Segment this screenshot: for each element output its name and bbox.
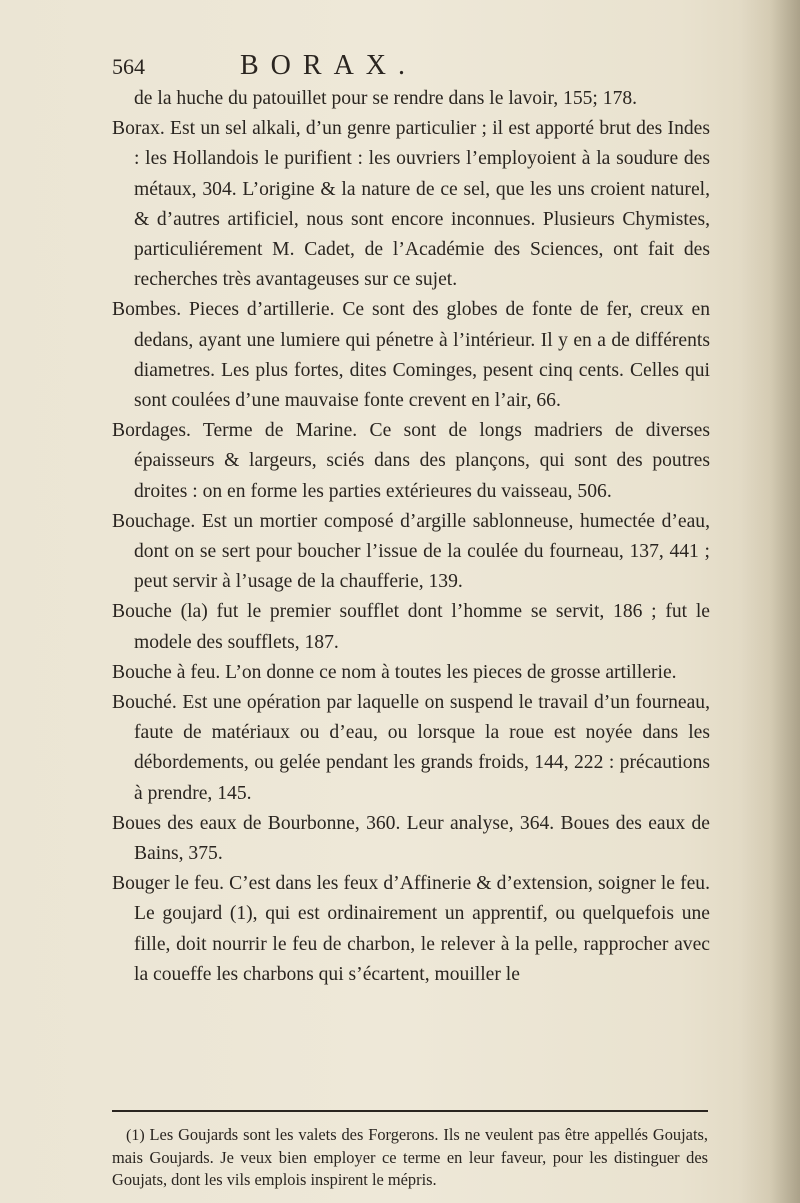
entry-boues: Boues des eaux de Bourbonne, 360. Leur analyse, 364. Boues des eaux de Bains, 375. — [112, 812, 710, 865]
running-title: BORAX. — [240, 50, 418, 81]
entry-bouche: Bouche (la) fut le premier soufflet dont l’homme se servit, 186 ; fut le modele des soufflets, 187. — [112, 601, 710, 653]
footnote-marker: (1) — [126, 1127, 145, 1144]
footnote — [112, 1124, 708, 1191]
entry-bordages: Bordages. Terme de Marine. Ce sont de longs madriers de diverses épaisseurs & largeurs, sciés dans des plançons, qui sont des poutres droites : on en forme les parties extérieures du vaisseau, 506. — [112, 420, 710, 502]
entry-bouger-le-feu: Bouger le feu. C’est dans les feux d’Affinerie & d’extension, soigner le feu. Le goujard (1), qui est ordinairement un apprentif, ou quelquefois une fille, doit nourrir le feu de charbon, le relever à la pelle, rapprocher avec la coueffe les charbons qui s’écartent, mouiller le — [112, 873, 710, 985]
entry-continuation: de la huche du patouillet pour se rendre dans le lavoir, 155; 178. — [134, 88, 638, 109]
page-number: 564 — [112, 54, 145, 79]
footnote-rule — [112, 1110, 708, 1112]
footnote-paragraph — [112, 1124, 708, 1191]
entry-bouche-a-feu: Bouche à feu. L’on donne ce nom à toutes les pieces de grosse artillerie. — [112, 661, 677, 683]
entry-bouchage: Bouchage. Est un mortier composé d’argille sablonneuse, humectée d’eau, dont on se sert pour boucher l’issue de la coulée du fourneau, 137, 441 ; peut servir à l’usage de la chaufferie, 139. — [112, 510, 710, 593]
body-text — [112, 84, 710, 990]
page-edge-shadow — [740, 0, 800, 1203]
entry-bouche-operation: Bouché. Est une opération par laquelle on suspend le travail d’un fourneau, faute de matériaux ou d’eau, ou lorsque la roue est noyée dans les débordements, ou gelée pendant les grands froids, 144, 222 : précautions à prendre, 145. — [112, 692, 710, 804]
entry-borax: Borax. Est un sel alkali, d’un genre particulier ; il est apporté brut des Indes : les Hollandois le purifient : les ouvriers l’employoient à la soudure des métaux, 304. L’origine & la nature de ce sel, que les uns croient naturel, & d’autres artificiel, nous sont encore inconnues. Plusieurs Chymistes, particuliérement M. Cadet, de l’Académie des Sciences, ont fait des recherches très avantageuses sur ce sujet. — [112, 118, 710, 291]
entry-bombes: Bombes. Pieces d’artillerie. Ce sont des globes de fonte de fer, creux en dedans, ayant une lumiere qui pénetre à l’intérieur. Il y en a de différents diametres. Les plus fortes, dites Cominges, pesent cinq cents. Celles qui sont coulées d’une mauvaise fonte crevent en l’air, 66. — [112, 299, 710, 412]
footnote-text: Les Goujards sont les valets des Forgerons. Ils ne veulent pas être appellés Goujats, mais Goujards. Je veux bien employer ce terme en leur faveur, pour les distinguer des Goujats, dont les vils emplois inspirent le mépris. — [112, 1125, 708, 1189]
